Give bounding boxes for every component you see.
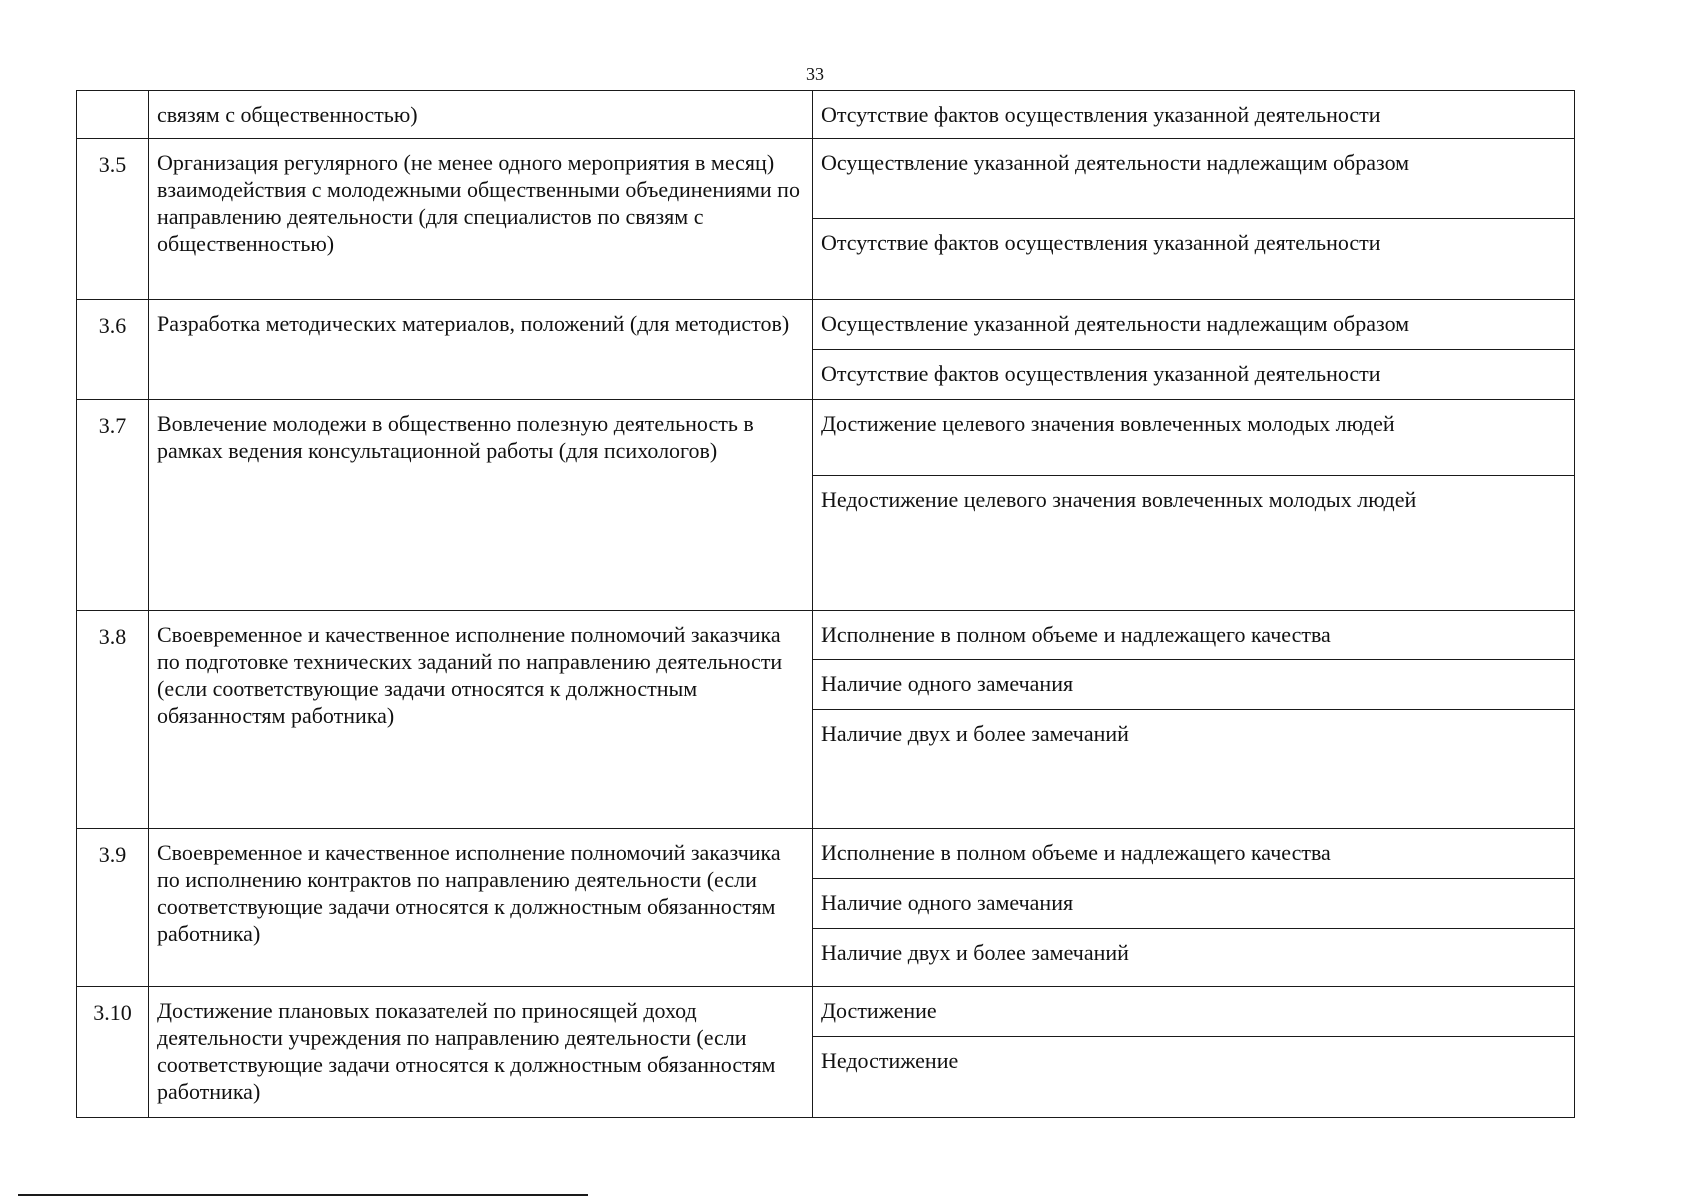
criterion-cell: Достижение целевого значения вовлеченных молодых людей — [813, 400, 1575, 476]
item-description: Достижение плановых показателей по приносящей доход деятельности учреждения по направлению деятельности (если соответствующие задачи относятся к должностным обязанностям работника) — [149, 987, 813, 1118]
criterion-cell: Недостижение целевого значения вовлеченных молодых людей — [813, 476, 1575, 611]
item-description: Своевременное и качественное исполнение полномочий заказчика по исполнению контрактов по направлению деятельности (если соответствующие задачи относятся к должностным обязанностям работника) — [149, 829, 813, 987]
table-row — [77, 139, 1575, 219]
table-row — [77, 400, 1575, 476]
table-row — [77, 91, 1575, 139]
item-description: Вовлечение молодежи в общественно полезную деятельность в рамках ведения консультационной работы (для психологов) — [149, 400, 813, 611]
criterion-cell: Осуществление указанной деятельности надлежащим образом — [813, 139, 1575, 219]
item-description: Организация регулярного (не менее одного мероприятия в месяц) взаимодействия с молодежными общественными объединениями по направлению деятельности (для специалистов по связям с общественностью) — [149, 139, 813, 300]
item-description: Своевременное и качественное исполнение полномочий заказчика по подготовке технических заданий по направлению деятельности (если соответствующие задачи относятся к должностным обязанностям работника) — [149, 611, 813, 829]
item-number: 3.5 — [77, 139, 149, 300]
table-row — [77, 611, 1575, 660]
criteria-table — [76, 90, 1575, 1118]
item-description: связям с общественностью) — [149, 91, 813, 139]
item-number — [77, 91, 149, 139]
item-number: 3.8 — [77, 611, 149, 829]
criterion-cell: Осуществление указанной деятельности надлежащим образом — [813, 300, 1575, 350]
criterion-cell: Наличие одного замечания — [813, 660, 1575, 710]
criterion-cell: Отсутствие фактов осуществления указанной деятельности — [813, 91, 1575, 139]
item-number: 3.9 — [77, 829, 149, 987]
criterion-cell: Недостижение — [813, 1037, 1575, 1118]
item-number: 3.10 — [77, 987, 149, 1118]
criterion-cell: Наличие одного замечания — [813, 879, 1575, 929]
criterion-cell: Отсутствие фактов осуществления указанной деятельности — [813, 350, 1575, 400]
table-row — [77, 987, 1575, 1037]
criterion-cell: Исполнение в полном объеме и надлежащего качества — [813, 829, 1575, 879]
table-body — [77, 91, 1575, 1118]
item-description: Разработка методических материалов, положений (для методистов) — [149, 300, 813, 400]
table-row — [77, 300, 1575, 350]
footnote-rule — [18, 1194, 588, 1196]
item-number: 3.6 — [77, 300, 149, 400]
criterion-cell: Наличие двух и более замечаний — [813, 929, 1575, 987]
criterion-cell: Исполнение в полном объеме и надлежащего качества — [813, 611, 1575, 660]
page-number: 33 — [806, 64, 824, 84]
criterion-cell: Достижение — [813, 987, 1575, 1037]
item-number: 3.7 — [77, 400, 149, 611]
criterion-cell: Отсутствие фактов осуществления указанной деятельности — [813, 219, 1575, 300]
criterion-cell: Наличие двух и более замечаний — [813, 710, 1575, 829]
table-row — [77, 829, 1575, 879]
